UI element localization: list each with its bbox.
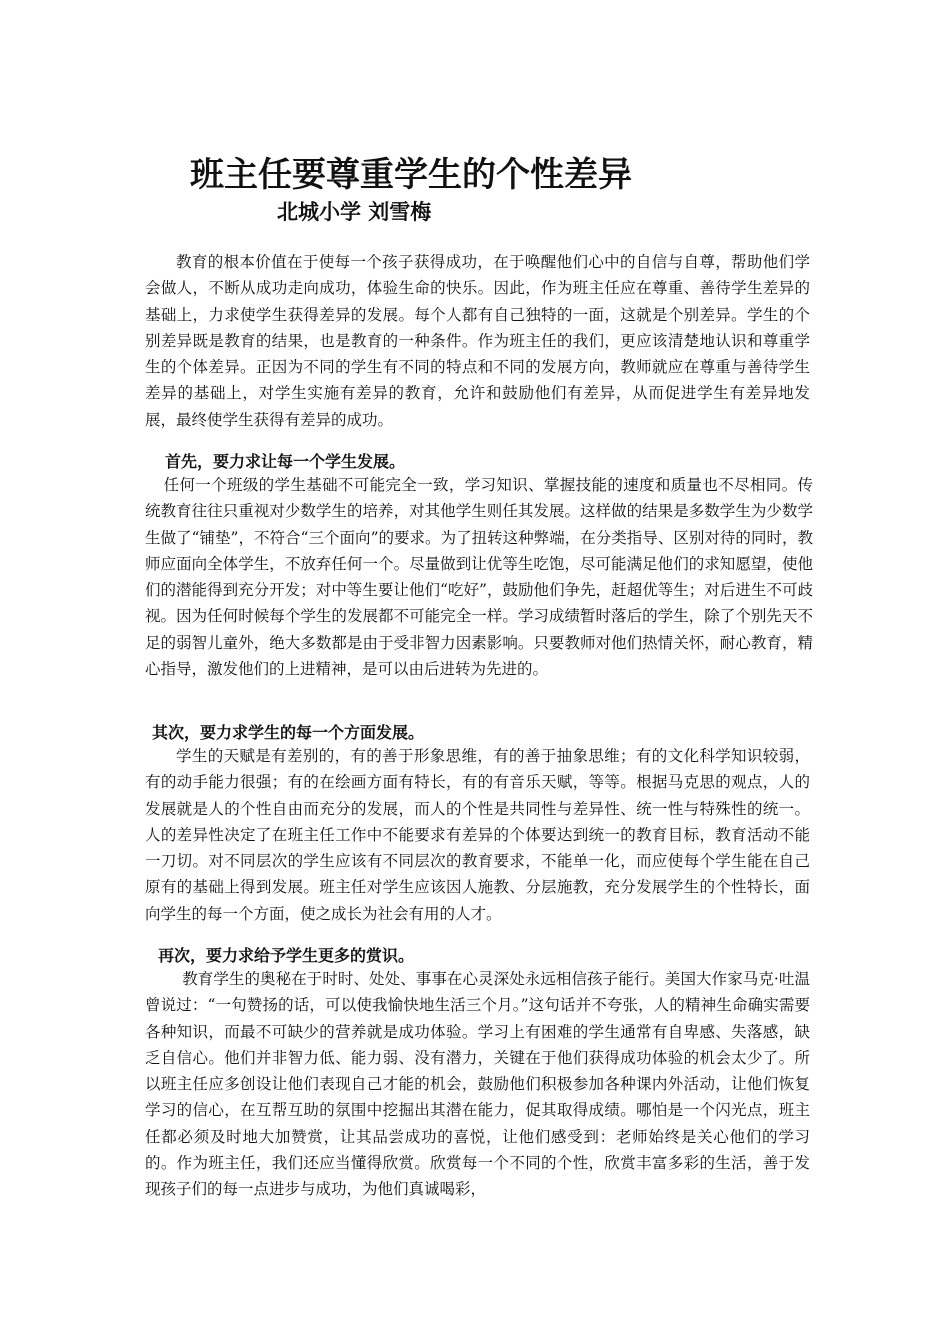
section-body-1: 任何一个班级的学生基础不可能完全一致，学习知识、掌握技能的速度和质量也不尽相同。传统教育往往只重视对少数学生的培养，对其他学生则任其发展。这样做的结果是多数学生为少数学生做了“铺垫”，不符合“三个面向”的要求。为了扭转这种弊端，在分类指导、区别对待的同时，教师应面向全体学生，不放弃任何一个。尽量做到让优等生吃饱，尽可能满足他们的求知愿望，使他们的潜能得到充分开发；对中等生要让他们“吃好”，鼓励他们争先，赶超优等生；对后进生不可歧视。因为任何时候每个学生的发展都不可能完全一样。学习成绩暂时落后的学生，除了个别先天不足的弱智儿童外，绝大多数都是由于受非智力因素影响。只要教师对他们热情关怀，耐心教育，精心指导，激发他们的上进精神，是可以由后进转为先进的。 [145,476,813,679]
author-line: 北城小学 刘雪梅 [277,200,432,224]
document-title: 班主任要尊重学生的个性差异 [190,155,632,195]
section-heading-2: 其次，要力求学生的每一个方面发展。 [152,723,425,742]
intro-paragraph: 教育的根本价值在于使每一个孩子获得成功，在于唤醒他们心中的自信与自尊，帮助他们学会做人，不断从成功走向成功，体验生命的快乐。因此，作为班主任应在尊重、善待学生差异的基础上，力求使学生获得差异的发展。每个人都有自己独特的一面，这就是个别差异。学生的个别差异既是教育的结果，也是教育的一种条件。作为班主任的我们，更应该清楚地认识和尊重学生的个体差异。正因为不同的学生有不同的特点和不同的发展方向，教师就应在尊重与善待学生差异的基础上，对学生实施有差异的教育，允许和鼓励他们有差异，从而促进学生有差异地发展，最终使学生获得有差异的成功。 [145,253,810,429]
section-body-3: 教育学生的奥秘在于时时、处处、事事在心灵深处永远相信孩子能行。美国大作家马克·吐温曾说过：“一句赞扬的话，可以使我愉快地生活三个月。”这句话并不夸张，人的精神生命确实需要各种知识，而最不可缺少的营养就是成功体验。学习上有困难的学生通常有自卑感、失落感，缺乏自信心。他们并非智力低、能力弱、没有潜力，关键在于他们获得成功体验的机会太少了。所以班主任应多创设让他们表现自己才能的机会，鼓励他们积极参加各种课内外活动，让他们恢复学习的信心，在互帮互助的氛围中挖掘出其潜在能力，促其取得成绩。哪怕是一个闪光点，班主任都必须及时地大加赞赏，让其品尝成功的喜悦，让他们感受到：老师始终是关心他们的学习的。作为班主任，我们还应当懂得欣赏。欣赏每一个不同的个性，欣赏丰富多彩的生活，善于发现孩子们的每一点进步与成功，为他们真诚喝彩， [145,970,810,1199]
section-heading-3: 再次，要力求给予学生更多的赏识。 [158,946,415,965]
section-body-2: 学生的天赋是有差别的，有的善于形象思维，有的善于抽象思维；有的文化科学知识较弱，有的动手能力很强；有的在绘画方面有特长，有的有音乐天赋，等等。根据马克思的观点，人的发展就是人的个性自由而充分的发展，而人的个性是共同性与差异性、统一性与特殊性的统一。人的差异性决定了在班主任工作中不能要求有差异的个体要达到统一的教育目标，教育活动不能一刀切。对不同层次的学生应该有不同层次的教育要求，不能单一化，而应使每个学生能在自己原有的基础上得到发展。班主任对学生应该因人施教、分层施教，充分发展学生的个性特长，面向学生的每一个方面，使之成长为社会有用的人才。 [145,747,810,923]
section-heading-1: 首先，要力求让每一个学生发展。 [165,452,406,471]
